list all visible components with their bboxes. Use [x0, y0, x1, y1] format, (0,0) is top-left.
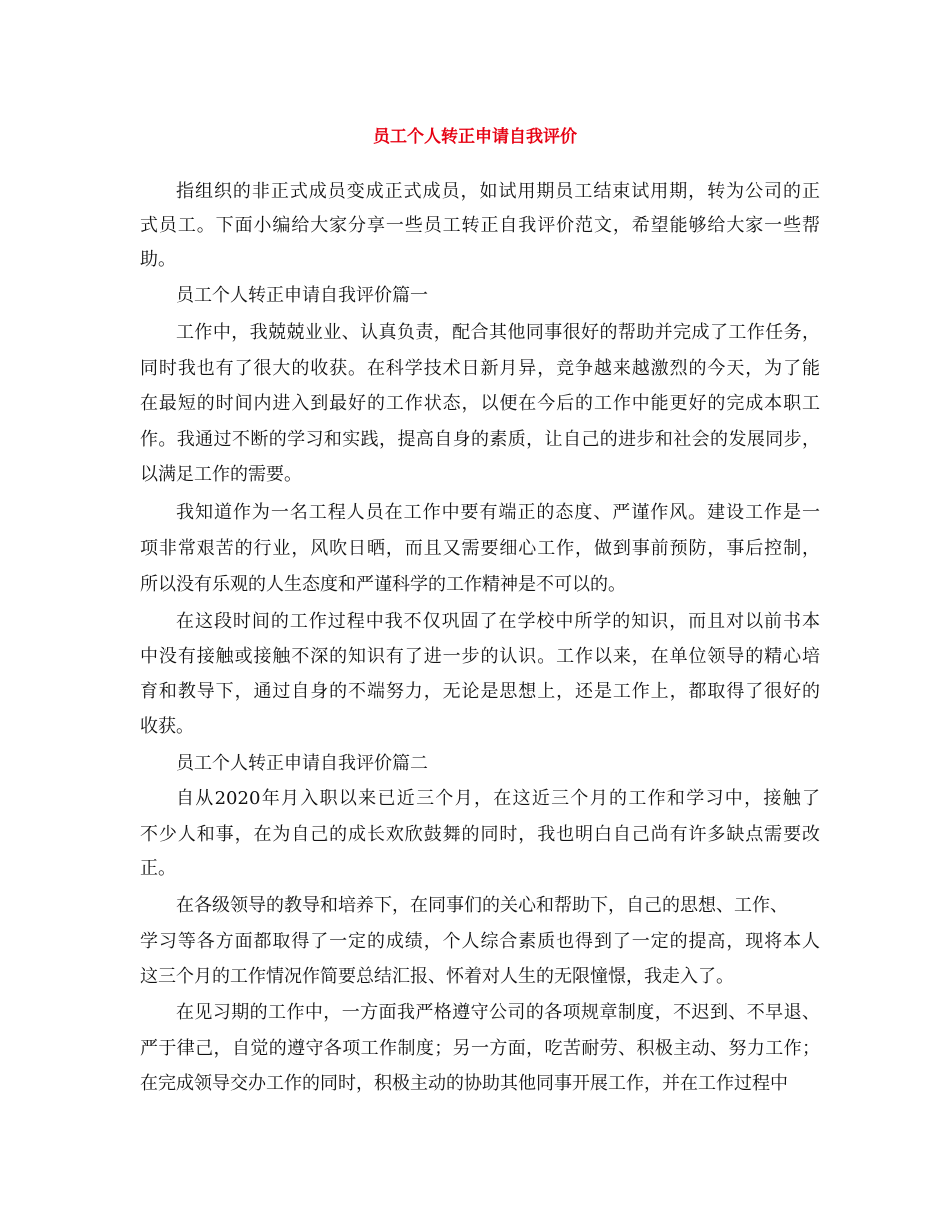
- paragraph-line: 指组织的非正式成员变成正式成员，如试用期员工结束试用期，转为公司的正: [176, 181, 820, 202]
- paragraph-line: 在最短的时间内进入到最好的工作状态，以便在今后的工作中能更好的完成本职工: [140, 393, 820, 414]
- paragraph-line: 助。: [140, 249, 176, 270]
- paragraph-line: 所以没有乐观的人生态度和严谨科学的工作精神是不可以的。: [140, 574, 626, 595]
- paragraph-line: 在完成领导交办工作的同时，积极主动的协助其他同事开展工作，并在工作过程中: [140, 1073, 788, 1094]
- paragraph-line: 我知道作为一名工程人员在工作中要有端正的态度、严谨作风。建设工作是一: [176, 502, 820, 523]
- paragraph-line: 在这段时间的工作过程中我不仅巩固了在学校中所学的知识，而且对以前书本: [176, 611, 820, 632]
- paragraph-line: 收获。: [140, 716, 194, 737]
- paragraph-line: 中没有接触或接触不深的知识有了进一步的认识。工作以来，在单位领导的精心培: [140, 646, 820, 667]
- paragraph-line: 严于律己，自觉的遵守各项工作制度；另一方面，吃苦耐劳、积极主动、努力工作；: [140, 1038, 820, 1059]
- paragraph-line: 这三个月的工作情况作简要总结汇报、怀着对人生的无限憧憬，我走入了。: [140, 966, 734, 987]
- paragraph-line: 在各级领导的教导和培养下，在同事们的关心和帮助下，自己的思想、工作、: [176, 895, 788, 916]
- paragraph-line: 不少人和事，在为自己的成长欢欣鼓舞的同时，我也明白自己尚有许多缺点需要改: [140, 824, 820, 845]
- paragraph-line: 作。我通过不断的学习和实践，提高自身的素质，让自己的进步和社会的发展同步，: [140, 429, 820, 450]
- paragraph-line: 在见习期的工作中，一方面我严格遵守公司的各项规章制度，不迟到、不早退、: [176, 1002, 820, 1023]
- paragraph-line: 项非常艰苦的行业，风吹日晒，而且又需要细心工作，做到事前预防，事后控制，: [140, 538, 820, 559]
- paragraph-line: 式员工。下面小编给大家分享一些员工转正自我评价范文，希望能够给大家一些帮: [140, 215, 820, 236]
- section-heading: 员工个人转正申请自我评价篇一: [176, 285, 428, 306]
- paragraph-line: 自从2020年月入职以来已近三个月，在这近三个月的工作和学习中，接触了: [176, 788, 820, 809]
- paragraph-line: 工作中，我兢兢业业、认真负责，配合其他同事很好的帮助并完成了工作任务，: [176, 322, 820, 343]
- paragraph-line: 学习等各方面都取得了一定的成绩，个人综合素质也得到了一定的提高，现将本人: [140, 931, 820, 952]
- paragraph-line: 同时我也有了很大的收获。在科学技术日新月异，竞争越来越激烈的今天，为了能: [140, 358, 820, 379]
- section-heading: 员工个人转正申请自我评价篇二: [176, 753, 428, 774]
- paragraph-line: 以满足工作的需要。: [140, 464, 302, 485]
- paragraph-line: 正。: [140, 858, 176, 879]
- paragraph-line: 育和教导下，通过自身的不端努力，无论是思想上，还是工作上，都取得了很好的: [140, 681, 820, 702]
- document-title: 员工个人转正申请自我评价: [373, 127, 577, 147]
